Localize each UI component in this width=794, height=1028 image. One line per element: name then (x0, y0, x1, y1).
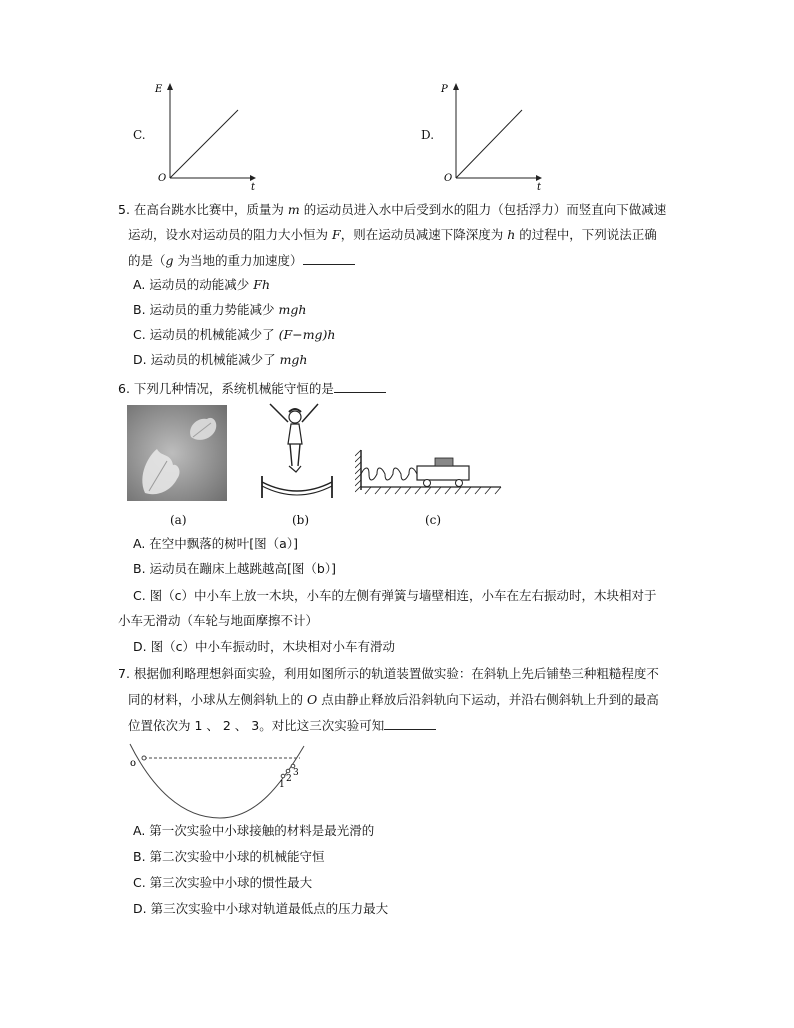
point-3-label: 3 (293, 768, 299, 778)
option-d-label: D. (421, 128, 435, 142)
figure-track (122, 738, 318, 828)
q6-stem: 6. 下列几种情况，系统机械能守恒的是 (118, 380, 386, 397)
q6-option-b: B. 运动员在蹦床上越跳越高[图（b）] (133, 561, 336, 576)
graph-line (170, 110, 238, 178)
q7-line-2: 同的材料，小球从左侧斜轨上的 O 点由静止释放后沿斜轨向下运动，并沿右侧斜轨上升到的最高 (128, 692, 659, 707)
origin-label: O (444, 173, 453, 184)
x-axis-arrow (536, 175, 542, 181)
figure-a-leaves (127, 405, 227, 501)
q7-option-d: D. 第三次实验中小球对轨道最低点的压力最大 (133, 901, 389, 916)
q7-option-b: B. 第二次实验中小球的机械能守恒 (133, 849, 325, 864)
q5-line-2: 运动，设水对运动员的阻力大小恒为 F，则在运动员减速下降深度为 h 的过程中，下列说法正确 (128, 227, 657, 242)
q5-option-a: A. 运动员的动能减少 Fh (133, 277, 270, 292)
q6-option-c-line-2: 小车无滑动（车轮与地面摩擦不计） (118, 613, 319, 628)
answer-blank (384, 717, 436, 730)
q7-option-c: C. 第三次实验中小球的惯性最大 (133, 875, 313, 890)
q5-line-3: 的是（g 为当地的重力加速度） (128, 252, 355, 269)
y-axis-arrow (167, 83, 173, 90)
x-axis-label: t (251, 182, 256, 193)
q5-option-c: C. 运动员的机械能减少了 (F−mg)h (133, 327, 336, 342)
figure-a-label: (a) (170, 513, 187, 527)
y-axis-label: P (441, 84, 448, 95)
q5-option-d: D. 运动员的机械能减少了 mgh (133, 352, 308, 367)
figure-c-spring-cart (355, 448, 505, 496)
point-o-label: o (130, 758, 137, 769)
answer-blank (303, 252, 355, 265)
q6-option-c-line-1: C. 图（c）中小车上放一木块，小车的左侧有弹簧与墙壁相连，小车在左右振动时，木块相对于 (133, 588, 657, 603)
x-axis-arrow (250, 175, 256, 181)
y-axis-arrow (453, 83, 459, 90)
q7-option-a: A. 第一次实验中小球接触的材料是最光滑的 (133, 823, 375, 838)
graph-c (150, 78, 260, 193)
figure-b-trampoline (258, 400, 338, 504)
q6-option-a: A. 在空中飘落的树叶[图（a）] (133, 536, 298, 551)
q7-line-3: 位置依次为 1 、 2 、 3。对比这三次实验可知 (128, 717, 436, 734)
q5-line-1: 5. 在高台跳水比赛中，质量为 m 的运动员进入水中后受到水的阻力（包括浮力）而竖直向下做减速 (118, 202, 667, 217)
origin-label: O (158, 173, 167, 184)
q5-option-b: B. 运动员的重力势能减少 mgh (133, 302, 307, 317)
x-axis-label: t (537, 182, 542, 193)
y-axis-label: E (155, 84, 163, 95)
answer-blank (334, 380, 386, 393)
graph-line (456, 110, 522, 178)
figure-c-label: (c) (425, 513, 442, 527)
q7-line-1: 7. 根据伽利略理想斜面实验，利用如图所示的轨道装置做实验：在斜轨上先后铺垫三种粗糙程度不 (118, 666, 659, 681)
point-1-label: 1 (279, 780, 285, 790)
option-c-label: C. (133, 128, 146, 142)
graph-d (436, 78, 546, 193)
q6-option-d: D. 图（c）中小车振动时，木块相对小车有滑动 (133, 639, 395, 654)
point-2-label: 2 (286, 774, 292, 784)
figure-b-label: (b) (292, 513, 310, 527)
